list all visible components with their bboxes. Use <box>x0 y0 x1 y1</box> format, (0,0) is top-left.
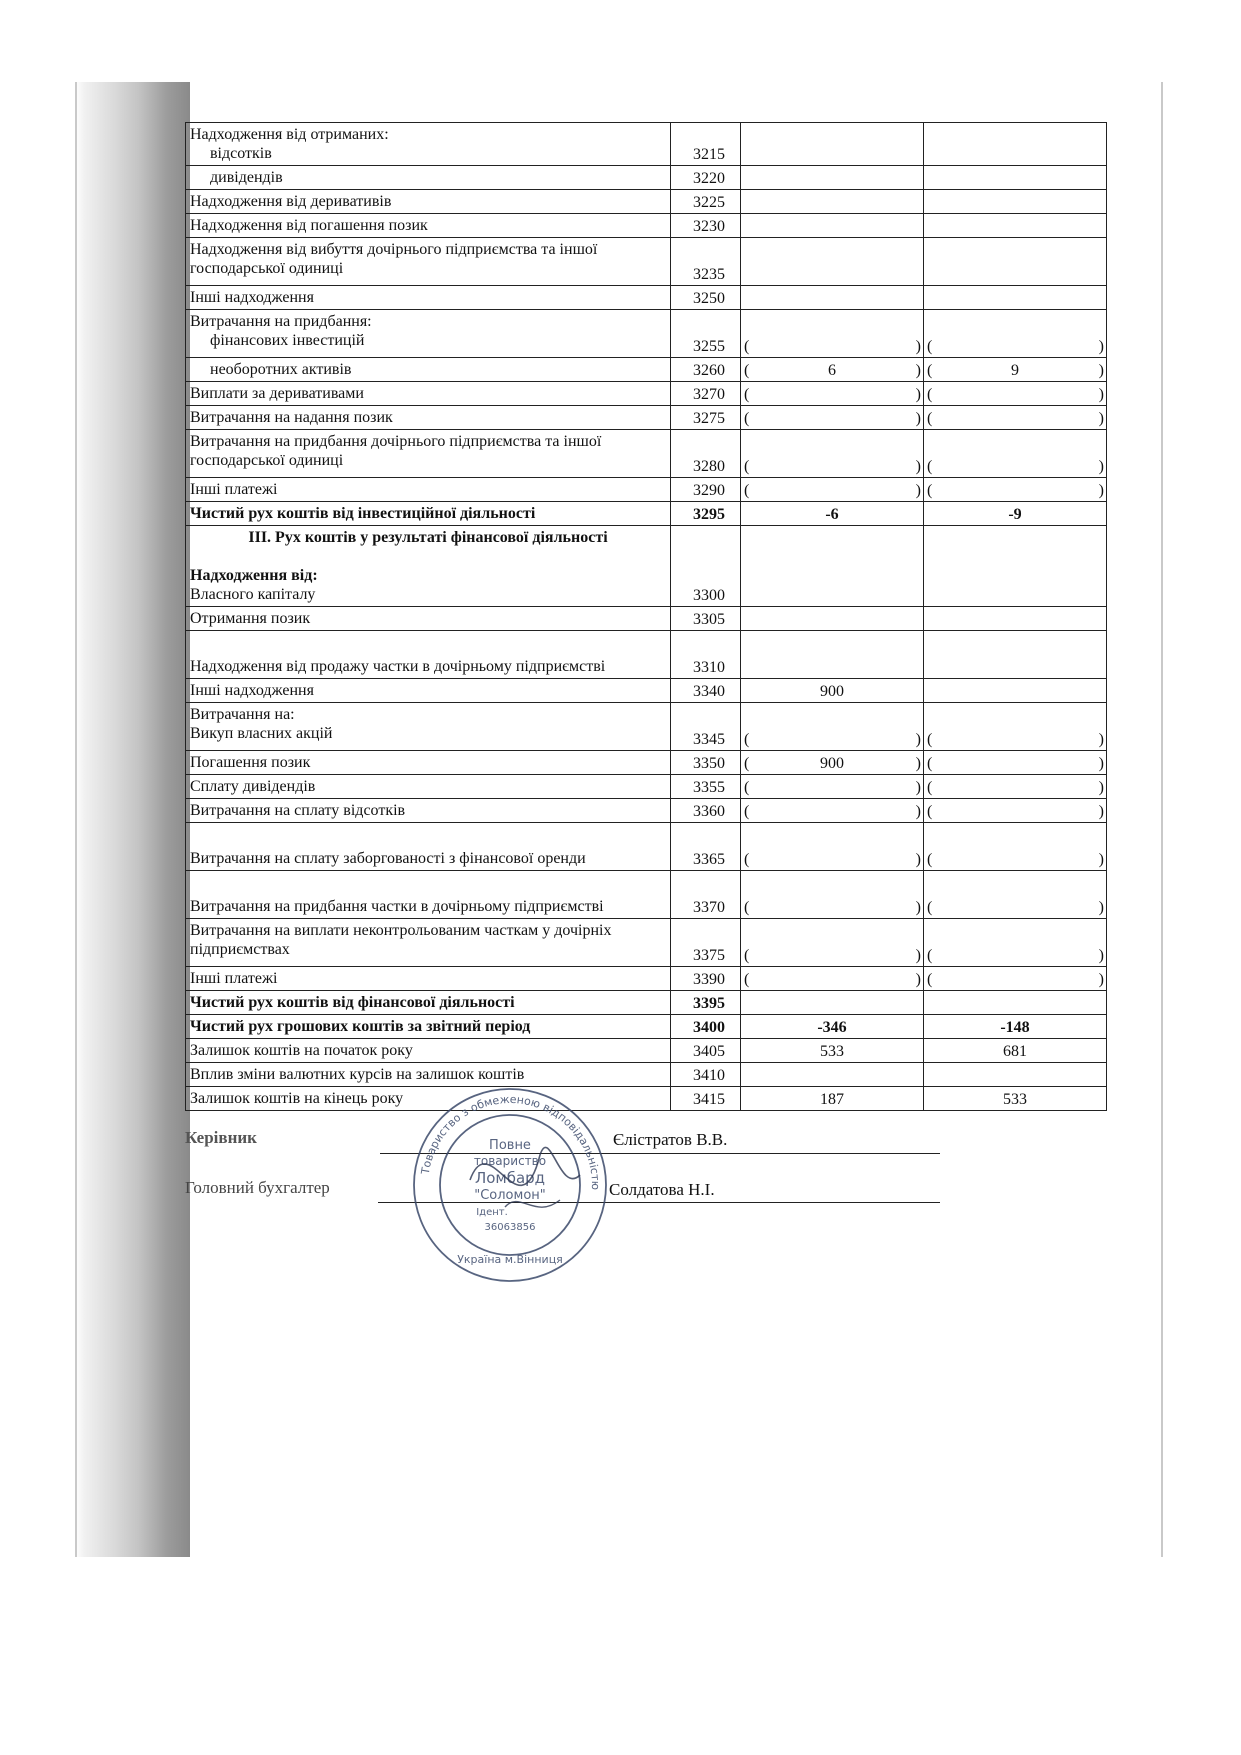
row-article-line: Витрачання на надання позик <box>190 409 393 426</box>
director-name: Єлістратов В.В. <box>613 1130 728 1149</box>
row-article-line: Виплати за деривативами <box>190 385 364 402</box>
open-paren: ( <box>927 362 933 379</box>
close-paren: ) <box>915 755 921 772</box>
row-value-current <box>741 123 924 166</box>
row-code: 3225 <box>671 190 741 214</box>
row-value-current <box>741 1087 924 1111</box>
row-value-current <box>741 190 924 214</box>
row-value-current <box>741 991 924 1015</box>
row-code: 3250 <box>671 286 741 310</box>
row-value-previous <box>924 823 1107 871</box>
table-row <box>186 430 1107 478</box>
open-paren: ( <box>744 731 750 748</box>
row-value-text: 533 <box>1003 1091 1027 1108</box>
table-row <box>186 502 1107 526</box>
row-value-previous <box>924 382 1107 406</box>
row-article <box>186 190 671 214</box>
scan-edge-right <box>1161 82 1163 1557</box>
row-article-line: необоротних активів <box>210 361 352 378</box>
row-article-line: відсотків <box>210 145 272 162</box>
row-value-current <box>741 919 924 967</box>
table-row <box>186 358 1107 382</box>
row-value-current <box>741 406 924 430</box>
table-row <box>186 123 1107 166</box>
close-paren: ) <box>1098 482 1104 499</box>
row-article-line: Витрачання на придбання: <box>190 313 372 330</box>
close-paren: ) <box>1098 458 1104 475</box>
row-article-line: Залишок коштів на кінець року <box>190 1090 404 1107</box>
row-article <box>186 991 671 1015</box>
row-code: 3295 <box>671 502 741 526</box>
close-paren: ) <box>915 338 921 355</box>
open-paren: ( <box>927 410 933 427</box>
row-value-current <box>741 238 924 286</box>
table-row <box>186 1063 1107 1087</box>
open-paren: ( <box>744 458 750 475</box>
table-row <box>186 775 1107 799</box>
row-value-current <box>741 775 924 799</box>
open-paren: ( <box>744 338 750 355</box>
close-paren: ) <box>915 410 921 427</box>
row-value-previous <box>924 238 1107 286</box>
row-code: 3355 <box>671 775 741 799</box>
row-code: 3310 <box>671 631 741 679</box>
row-value-current <box>741 166 924 190</box>
table-row <box>186 799 1107 823</box>
row-article-line: Інші надходження <box>190 289 314 306</box>
row-value-previous <box>924 631 1107 679</box>
row-value-current <box>741 751 924 775</box>
row-code: 3365 <box>671 823 741 871</box>
row-value-text: 6 <box>828 362 836 379</box>
stamp-inner-quote: "Соломон" <box>474 1188 546 1203</box>
row-article-line: Витрачання на сплату заборгованості з фінансової оренди <box>190 850 586 867</box>
row-value-previous <box>924 478 1107 502</box>
row-value-current <box>741 631 924 679</box>
row-article <box>186 166 671 190</box>
row-article <box>186 967 671 991</box>
open-paren: ( <box>744 851 750 868</box>
row-article <box>186 1039 671 1063</box>
row-code: 3235 <box>671 238 741 286</box>
row-article <box>186 799 671 823</box>
open-paren: ( <box>927 458 933 475</box>
row-value-previous <box>924 679 1107 703</box>
row-value-previous <box>924 799 1107 823</box>
row-article-line: Чистий рух коштів від фінансової діяльності <box>190 994 515 1011</box>
row-code: 3395 <box>671 991 741 1015</box>
table-row <box>186 1087 1107 1111</box>
open-paren: ( <box>744 803 750 820</box>
row-article-line: Витрачання на придбання дочірнього підприємства та іншої <box>190 433 602 450</box>
table-row <box>186 919 1107 967</box>
scan-shadow <box>75 82 190 1557</box>
row-article-line: Інші платежі <box>190 970 278 987</box>
close-paren: ) <box>915 779 921 796</box>
row-value-previous <box>924 358 1107 382</box>
close-paren: ) <box>915 851 921 868</box>
table-row <box>186 406 1107 430</box>
table-row <box>186 166 1107 190</box>
row-article-line: Надходження від вибуття дочірнього підприємства та іншої <box>190 241 598 258</box>
row-article <box>186 751 671 775</box>
close-paren: ) <box>1098 779 1104 796</box>
stamp-id-label: Ідент. <box>476 1207 508 1218</box>
row-code: 3375 <box>671 919 741 967</box>
open-paren: ( <box>927 482 933 499</box>
close-paren: ) <box>1098 755 1104 772</box>
row-article <box>186 823 671 871</box>
open-paren: ( <box>927 803 933 820</box>
row-article-line: Чистий рух грошових коштів за звітний період <box>190 1018 531 1035</box>
table-row <box>186 214 1107 238</box>
row-value-previous <box>924 286 1107 310</box>
row-code: 3340 <box>671 679 741 703</box>
row-value-previous <box>924 1015 1107 1039</box>
row-value-previous <box>924 190 1107 214</box>
open-paren: ( <box>927 971 933 988</box>
stamp-inner-name: Ломбард <box>474 1169 546 1187</box>
open-paren: ( <box>744 362 750 379</box>
open-paren: ( <box>927 779 933 796</box>
stamp-inner-mid: товариство <box>473 1154 547 1168</box>
row-code: 3350 <box>671 751 741 775</box>
open-paren: ( <box>744 386 750 403</box>
row-article-line: Сплату дивідендів <box>190 778 316 795</box>
table-row <box>186 703 1107 751</box>
row-code: 3390 <box>671 967 741 991</box>
row-article <box>186 382 671 406</box>
row-value-previous <box>924 703 1107 751</box>
open-paren: ( <box>927 386 933 403</box>
open-paren: ( <box>927 947 933 964</box>
row-value-previous <box>924 1087 1107 1111</box>
row-code: 3345 <box>671 703 741 751</box>
row-article <box>186 631 671 679</box>
row-code: 3410 <box>671 1063 741 1087</box>
table-row <box>186 1039 1107 1063</box>
row-article <box>186 703 671 751</box>
row-value-text: -6 <box>825 506 839 523</box>
table-row <box>186 751 1107 775</box>
close-paren: ) <box>1098 731 1104 748</box>
stamp-id: 36063856 <box>484 1222 536 1233</box>
row-article-line: Надходження від погашення позик <box>190 217 428 234</box>
row-article-line: Чистий рух коштів від інвестиційної діяльності <box>190 505 536 522</box>
row-code: 3370 <box>671 871 741 919</box>
close-paren: ) <box>1098 803 1104 820</box>
row-article <box>186 871 671 919</box>
open-paren: ( <box>927 899 933 916</box>
open-paren: ( <box>927 851 933 868</box>
row-article-line: Надходження від деривативів <box>190 193 392 210</box>
table-row <box>186 526 1107 607</box>
row-article-line: Витрачання на виплати неконтрольованим часткам у дочірніх <box>190 922 612 939</box>
row-value-previous <box>924 406 1107 430</box>
row-article <box>186 406 671 430</box>
row-value-current <box>741 679 924 703</box>
table-row <box>186 478 1107 502</box>
row-value-previous <box>924 1063 1107 1087</box>
open-paren: ( <box>744 755 750 772</box>
open-paren: ( <box>927 755 933 772</box>
row-article-line: Погашення позик <box>190 754 311 771</box>
table-row <box>186 310 1107 358</box>
scan-edge-left <box>75 82 77 1557</box>
row-code: 3405 <box>671 1039 741 1063</box>
accountant-title: Головний бухгалтер <box>185 1178 330 1197</box>
row-value-previous <box>924 1039 1107 1063</box>
table-row <box>186 382 1107 406</box>
close-paren: ) <box>1098 971 1104 988</box>
row-value-current <box>741 703 924 751</box>
close-paren: ) <box>1098 851 1104 868</box>
row-value-current <box>741 1039 924 1063</box>
cash-flow-table-body <box>186 123 1107 1111</box>
row-article <box>186 238 671 286</box>
row-value-current <box>741 310 924 358</box>
row-value-current <box>741 823 924 871</box>
row-article-line: Викуп власних акцій <box>190 725 333 742</box>
row-article-line: Витрачання на придбання частки в дочірньому підприємстві <box>190 898 604 915</box>
row-value-previous <box>924 430 1107 478</box>
row-article <box>186 358 671 382</box>
row-value-text: 900 <box>820 755 844 772</box>
table-row <box>186 190 1107 214</box>
close-paren: ) <box>915 803 921 820</box>
open-paren: ( <box>744 482 750 499</box>
row-code: 3260 <box>671 358 741 382</box>
row-value-previous <box>924 871 1107 919</box>
row-value-text: -148 <box>1000 1019 1030 1036</box>
row-value-current <box>741 478 924 502</box>
row-article-line: Надходження від: <box>190 567 318 584</box>
row-article-line: Залишок коштів на початок року <box>190 1042 413 1059</box>
close-paren: ) <box>1098 386 1104 403</box>
row-article-line: фінансових інвестицій <box>210 332 365 349</box>
row-article <box>186 310 671 358</box>
table-row <box>186 286 1107 310</box>
row-value-previous <box>924 775 1107 799</box>
row-article-line: Власного капіталу <box>190 586 316 603</box>
close-paren: ) <box>1098 410 1104 427</box>
row-value-text: -9 <box>1008 506 1022 523</box>
row-article-line: Інші платежі <box>190 481 278 498</box>
close-paren: ) <box>1098 947 1104 964</box>
row-value-current <box>741 799 924 823</box>
company-stamp <box>410 1085 610 1285</box>
close-paren: ) <box>915 731 921 748</box>
accountant-name: Солдатова Н.І. <box>609 1180 715 1199</box>
row-article-line: Надходження від продажу частки в дочірньому підприємстві <box>190 658 606 675</box>
row-article <box>186 607 671 631</box>
row-article <box>186 214 671 238</box>
open-paren: ( <box>744 410 750 427</box>
row-value-previous <box>924 310 1107 358</box>
row-code: 3275 <box>671 406 741 430</box>
row-value-previous <box>924 166 1107 190</box>
row-value-text: 9 <box>1011 362 1019 379</box>
cash-flow-table <box>185 122 1107 1111</box>
open-paren: ( <box>927 338 933 355</box>
row-value-current <box>741 1015 924 1039</box>
row-article-line: Інші надходження <box>190 682 314 699</box>
close-paren: ) <box>915 386 921 403</box>
close-paren: ) <box>915 362 921 379</box>
row-article <box>186 1063 671 1087</box>
director-title: Керівник <box>185 1128 257 1147</box>
row-value-text: 533 <box>820 1043 844 1060</box>
table-row <box>186 823 1107 871</box>
row-value-previous <box>924 751 1107 775</box>
row-value-current <box>741 1063 924 1087</box>
stamp-outer-text: Товариство з обмеженою відповідальністю <box>418 1092 603 1191</box>
row-code: 3360 <box>671 799 741 823</box>
row-article-line: Витрачання на: <box>190 706 295 723</box>
row-code: 3255 <box>671 310 741 358</box>
row-value-previous <box>924 526 1107 607</box>
row-article <box>186 430 671 478</box>
row-value-text: 900 <box>820 683 844 700</box>
row-article-line: Вплив зміни валютних курсів на залишок коштів <box>190 1066 525 1083</box>
row-article <box>186 526 671 607</box>
row-code: 3400 <box>671 1015 741 1039</box>
row-article <box>186 478 671 502</box>
table-row <box>186 1015 1107 1039</box>
row-value-previous <box>924 607 1107 631</box>
row-value-current <box>741 967 924 991</box>
close-paren: ) <box>1098 338 1104 355</box>
open-paren: ( <box>744 971 750 988</box>
row-code: 3415 <box>671 1087 741 1111</box>
row-value-current <box>741 607 924 631</box>
row-article <box>186 1015 671 1039</box>
row-article-line: Витрачання на сплату відсотків <box>190 802 406 819</box>
table-row <box>186 607 1107 631</box>
row-article-line: господарської одиниці <box>190 260 344 277</box>
row-code: 3230 <box>671 214 741 238</box>
close-paren: ) <box>915 482 921 499</box>
open-paren: ( <box>744 947 750 964</box>
row-value-text: 681 <box>1003 1043 1027 1060</box>
open-paren: ( <box>744 899 750 916</box>
row-article <box>186 775 671 799</box>
row-article-line: ІІІ. Рух коштів у результаті фінансової діяльності <box>248 529 608 546</box>
table-row <box>186 631 1107 679</box>
row-article <box>186 679 671 703</box>
row-value-previous <box>924 502 1107 526</box>
row-value-previous <box>924 967 1107 991</box>
row-code: 3280 <box>671 430 741 478</box>
row-code: 3270 <box>671 382 741 406</box>
row-value-current <box>741 286 924 310</box>
row-article-line: підприємствах <box>190 941 290 958</box>
table-row <box>186 871 1107 919</box>
close-paren: ) <box>1098 899 1104 916</box>
row-article-line: Надходження від отриманих: <box>190 126 389 143</box>
row-code: 3215 <box>671 123 741 166</box>
row-code: 3305 <box>671 607 741 631</box>
row-value-current <box>741 382 924 406</box>
row-value-text: -346 <box>817 1019 847 1036</box>
row-value-current <box>741 526 924 607</box>
row-value-current <box>741 871 924 919</box>
close-paren: ) <box>915 947 921 964</box>
row-code: 3290 <box>671 478 741 502</box>
close-paren: ) <box>915 458 921 475</box>
table-row <box>186 238 1107 286</box>
row-value-previous <box>924 123 1107 166</box>
open-paren: ( <box>744 779 750 796</box>
row-value-text: 187 <box>820 1091 844 1108</box>
row-value-current <box>741 358 924 382</box>
close-paren: ) <box>915 899 921 916</box>
row-article-line: дивідендів <box>210 169 283 186</box>
row-value-current <box>741 214 924 238</box>
row-code: 3300 <box>671 526 741 607</box>
close-paren: ) <box>1098 362 1104 379</box>
open-paren: ( <box>927 731 933 748</box>
close-paren: ) <box>915 971 921 988</box>
stamp-inner-top: Повне <box>489 1138 531 1153</box>
row-value-current <box>741 430 924 478</box>
stamp-bottom: Україна м.Вінниця <box>457 1253 563 1266</box>
table-row <box>186 967 1107 991</box>
table-row <box>186 991 1107 1015</box>
row-article <box>186 919 671 967</box>
table-row <box>186 679 1107 703</box>
row-article-line: Отримання позик <box>190 610 311 627</box>
row-value-previous <box>924 214 1107 238</box>
row-article <box>186 123 671 166</box>
row-article <box>186 286 671 310</box>
row-article <box>186 502 671 526</box>
row-article-line: господарської одиниці <box>190 452 344 469</box>
row-value-current <box>741 502 924 526</box>
row-code: 3220 <box>671 166 741 190</box>
row-value-previous <box>924 919 1107 967</box>
row-value-previous <box>924 991 1107 1015</box>
